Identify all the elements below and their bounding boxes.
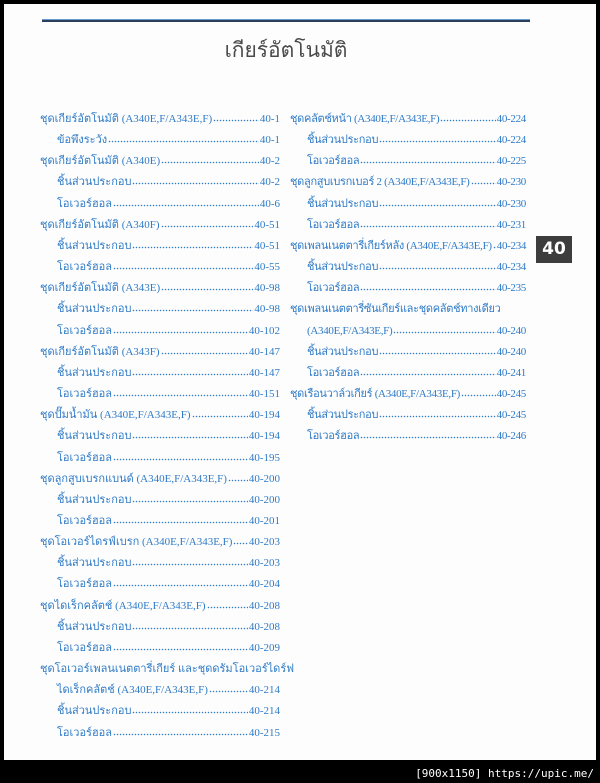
toc-entry-label: ชิ้นส่วนประกอบ	[57, 430, 132, 443]
dot-leader	[113, 728, 248, 736]
toc-entry-page: 40-6	[259, 197, 280, 210]
dot-leader	[360, 368, 495, 376]
toc-entry-label: ชุดเกียร์อัตโนมัติ (A343E)	[40, 282, 161, 295]
toc-entry	[40, 511, 280, 532]
toc-entry-label: ชุดคลัตช์หน้า (A340E,F/A343E,F)	[290, 113, 440, 125]
dot-leader	[113, 199, 259, 207]
toc-entry-page: 40-230	[496, 197, 526, 210]
toc-entry-page: 40-208	[248, 620, 280, 633]
dot-leader	[132, 558, 247, 566]
toc-entry	[40, 321, 280, 342]
toc-entry-label: โอเวอร์ฮอล	[307, 282, 360, 295]
dot-leader	[360, 156, 495, 164]
dot-leader	[161, 283, 253, 291]
dot-leader	[113, 643, 248, 651]
toc-entry	[40, 384, 280, 405]
toc-entry	[40, 215, 280, 236]
toc-entry	[290, 342, 526, 363]
dot-leader	[113, 262, 253, 270]
toc-entry-page: 40-214	[248, 684, 280, 697]
toc-entry	[40, 490, 280, 511]
dot-leader	[209, 685, 248, 693]
toc-entry-label: ชิ้นส่วนประกอบ	[57, 620, 132, 633]
dot-leader	[113, 516, 248, 524]
dot-leader	[360, 220, 495, 228]
toc-entry-page: 40-225	[496, 155, 526, 168]
toc-entry-page: 40-234	[496, 239, 527, 252]
toc-entry	[40, 553, 280, 574]
dot-leader	[379, 347, 495, 355]
dot-leader	[393, 326, 495, 334]
toc-entry	[40, 532, 280, 553]
dot-leader	[132, 622, 247, 630]
dot-leader	[379, 262, 495, 270]
toc-entry-label: โอเวอร์ฮอล	[57, 324, 113, 337]
toc-entry	[40, 723, 280, 744]
dot-leader	[379, 135, 495, 143]
toc-entry-label: ข้อพึงระวัง	[57, 134, 108, 147]
toc-entry	[290, 405, 526, 426]
toc-entry-page: 40-245	[496, 409, 526, 422]
toc-entry	[290, 215, 526, 236]
toc-entry-label: โอเวอร์ฮอล	[57, 197, 113, 210]
toc-entry	[40, 236, 280, 257]
dot-leader	[360, 283, 495, 291]
dot-leader	[192, 410, 248, 418]
toc-entry-label: ชิ้นส่วนประกอบ	[57, 303, 132, 316]
toc-entry	[40, 299, 280, 320]
toc-entry-page: 40-51	[254, 218, 280, 231]
toc-entry-label: โอเวอร์ฮอล	[57, 388, 113, 401]
toc-entry-page: 40-151	[248, 388, 280, 401]
toc-entry-label: โอเวอร์ฮอล	[57, 726, 113, 739]
toc-entry	[40, 342, 280, 363]
toc-entry-label: ชุดเกียร์อัตโนมัติ (A340F)	[40, 218, 160, 231]
toc-entry-page: 40-235	[496, 282, 526, 295]
toc-entry	[40, 596, 280, 617]
toc-entry-label: ชิ้นส่วนประกอบ	[307, 197, 379, 210]
toc-entry	[40, 405, 280, 426]
toc-entry-label: ชุดเกียร์อัตโนมัติ (A343F)	[40, 345, 160, 358]
toc-entry-page: 40-245	[496, 388, 526, 401]
toc-entry-label: ชุดลูกสูบเบรกแบนด์ (A340E,F/A343E,F)	[40, 472, 227, 485]
toc-entry	[290, 299, 526, 320]
dot-leader	[132, 706, 247, 714]
toc-entry-label: ชิ้นส่วนประกอบ	[307, 409, 379, 422]
section-tab: 40	[536, 236, 572, 263]
toc-entry-label: โอเวอร์ฮอล	[307, 430, 360, 443]
toc-entry-page: 40-55	[254, 261, 280, 274]
toc-entry-label: ชุดไดเร็กคลัตช์ (A340E,F/A343E,F)	[40, 599, 206, 612]
toc-entry-label: ชิ้นส่วนประกอบ	[57, 176, 132, 189]
toc-entry-label: โอเวอร์ฮอล	[57, 578, 113, 591]
toc-entry-page: 40-2	[259, 176, 280, 189]
dot-leader	[228, 474, 248, 482]
toc-entry-page: 40-98	[254, 303, 280, 316]
toc-entry	[40, 638, 280, 659]
toc-entry-label: ชิ้นส่วนประกอบ	[57, 239, 132, 252]
toc-right-column	[290, 109, 526, 448]
dot-leader	[132, 241, 253, 249]
toc-entry-label: โอเวอร์ฮอล	[57, 261, 113, 274]
toc-entry-page: 40-201	[248, 514, 280, 527]
toc-entry-label: ชุดเกียร์อัตโนมัติ (A340E,F/A343E,F)	[40, 113, 213, 125]
toc-entry-page: 40-98	[254, 282, 280, 295]
toc-entry-page: 40-240	[496, 324, 526, 337]
dot-leader	[113, 326, 248, 334]
header-rule	[42, 19, 530, 22]
toc-entry-page: 40-230	[496, 176, 526, 189]
toc-entry	[40, 574, 280, 595]
toc-entry-page: 40-1	[259, 134, 280, 147]
toc-entry	[40, 194, 280, 215]
toc-entry	[40, 426, 280, 447]
toc-entry-label: ชุดเพลนเนตตารี่ซันเกียร์และชุดคลัตช์ทางเดียว	[290, 303, 501, 316]
toc-entry-page: 40-194	[248, 430, 280, 443]
dot-leader	[113, 453, 248, 461]
dot-leader	[132, 177, 258, 185]
toc-entry-page: 40-240	[496, 345, 526, 358]
toc-entry-label: โอเวอร์ฮอล	[307, 218, 360, 231]
toc-entry-page: 40-246	[496, 430, 526, 443]
toc-entry	[290, 278, 526, 299]
toc-entry-label: ชิ้นส่วนประกอบ	[307, 261, 379, 274]
toc-entry-page: 40-102	[248, 324, 280, 337]
watermark: [900x1150] https://upic.me/	[415, 767, 594, 780]
toc-entry	[290, 194, 526, 215]
dot-leader	[461, 389, 496, 397]
toc-entry-page: 40-224	[496, 113, 526, 125]
toc-entry	[290, 321, 526, 342]
toc-entry-page: 40-215	[248, 726, 280, 739]
toc-entry-label: ชุดโอเวอร์เพลนเนตตารี่เกียร์ และชุดดรัมโอเวอร์ไดร์ฟ	[40, 663, 295, 676]
dot-leader	[379, 199, 495, 207]
dot-leader	[379, 410, 495, 418]
toc-entry	[40, 469, 280, 490]
dot-leader	[471, 177, 496, 185]
dot-leader	[440, 114, 495, 122]
dot-leader	[493, 241, 496, 249]
dot-leader	[207, 601, 248, 609]
toc-entry-label: ชิ้นส่วนประกอบ	[307, 134, 379, 147]
dot-leader	[132, 431, 247, 439]
toc-entry-page: 40-194	[248, 409, 280, 422]
dot-leader	[113, 579, 248, 587]
toc-entry-label: ชุดโอเวอร์ไดรฟ์เบรก (A340E,F/A343E,F)	[40, 536, 233, 549]
toc-entry	[40, 172, 280, 193]
toc-entry-label: ชุดปั๊มน้ำมัน (A340E,F/A343E,F)	[40, 409, 191, 422]
toc-entry-page: 40-195	[248, 451, 280, 464]
toc-entry-label: โอเวอร์ฮอล	[57, 641, 113, 654]
dot-leader	[132, 304, 253, 312]
toc-entry	[290, 130, 526, 151]
toc-entry-page: 40-147	[248, 345, 280, 358]
toc-entry-page: 40-224	[496, 134, 526, 147]
toc-entry	[40, 257, 280, 278]
toc-entry-label: ชิ้นส่วนประกอบ	[57, 493, 132, 506]
toc-entry	[40, 448, 280, 469]
toc-entry-label: ชิ้นส่วนประกอบ	[307, 345, 379, 358]
toc-entry-page: 40-200	[248, 493, 280, 506]
toc-entry-page: 40-147	[248, 366, 280, 379]
toc-entry-page: 40-208	[248, 599, 280, 612]
toc-entry	[290, 384, 526, 405]
toc-entry-label: ชิ้นส่วนประกอบ	[57, 366, 132, 379]
toc-entry-page: 40-1	[259, 113, 280, 125]
dot-leader	[213, 114, 259, 122]
toc-entry	[40, 659, 295, 680]
toc-entry-label: ชุดลูกสูบเบรกเบอร์ 2 (A340E,F/A343E,F)	[290, 176, 470, 189]
toc-entry-label: ชุดเพลนเนตตารี่เกียร์หลัง (A340E,F/A343E,F)	[290, 239, 492, 252]
dot-leader	[108, 135, 259, 143]
dot-leader	[161, 347, 248, 355]
toc-entry-page: 40-2	[259, 155, 280, 168]
toc-entry	[290, 236, 526, 257]
toc-entry	[290, 363, 526, 384]
toc-entry	[40, 278, 280, 299]
toc-entry-page: 40-204	[248, 578, 280, 591]
dot-leader	[132, 368, 247, 376]
toc-entry	[40, 617, 280, 638]
dot-leader	[161, 220, 254, 228]
dot-leader	[360, 431, 495, 439]
toc-entry	[290, 172, 526, 193]
toc-entry-label: (A340E,F/A343E,F)	[307, 324, 393, 337]
toc-entry	[40, 701, 280, 722]
toc-entry-label: โอเวอร์ฮอล	[57, 514, 113, 527]
toc-entry-label: ชุดเกียร์อัตโนมัติ (A340E)	[40, 155, 161, 168]
toc-entry-page: 40-200	[248, 472, 280, 485]
toc-entry-page: 40-209	[248, 641, 280, 654]
dot-leader	[113, 389, 248, 397]
toc-entry-page: 40-234	[496, 261, 526, 274]
toc-entry-page: 40-51	[254, 239, 280, 252]
toc-entry-label: โอเวอร์ฮอล	[57, 451, 113, 464]
toc-entry	[40, 109, 280, 130]
toc-entry-page: 40-203	[248, 557, 280, 570]
toc-left-column	[40, 109, 295, 744]
page-title: เกียร์อัตโนมัติ	[224, 38, 348, 62]
toc-entry	[290, 426, 526, 447]
toc-entry-label: ไดเร็กคลัตช์ (A340E,F/A343E,F)	[57, 684, 208, 697]
toc-entry	[40, 363, 280, 384]
dot-leader	[132, 495, 247, 503]
toc-entry	[40, 130, 280, 151]
toc-entry-page: 40-203	[248, 536, 280, 549]
document-page	[4, 4, 596, 760]
toc-entry	[290, 151, 526, 172]
toc-entry-label: ชิ้นส่วนประกอบ	[57, 557, 132, 570]
toc-entry-label: โอเวอร์ฮอล	[307, 366, 360, 379]
toc-entry-page: 40-231	[496, 218, 526, 231]
toc-entry-label: โอเวอร์ฮอล	[307, 155, 360, 168]
dot-leader	[233, 537, 247, 545]
toc-entry	[40, 680, 280, 701]
toc-entry	[40, 151, 280, 172]
toc-entry	[290, 109, 526, 130]
toc-entry-label: ชิ้นส่วนประกอบ	[57, 705, 132, 718]
toc-entry-page: 40-241	[496, 366, 526, 379]
toc-entry	[290, 257, 526, 278]
dot-leader	[161, 156, 259, 164]
toc-entry-page: 40-214	[248, 705, 280, 718]
toc-entry-label: ชุดเรือนวาล์วเกียร์ (A340E,F/A343E,F)	[290, 388, 461, 401]
